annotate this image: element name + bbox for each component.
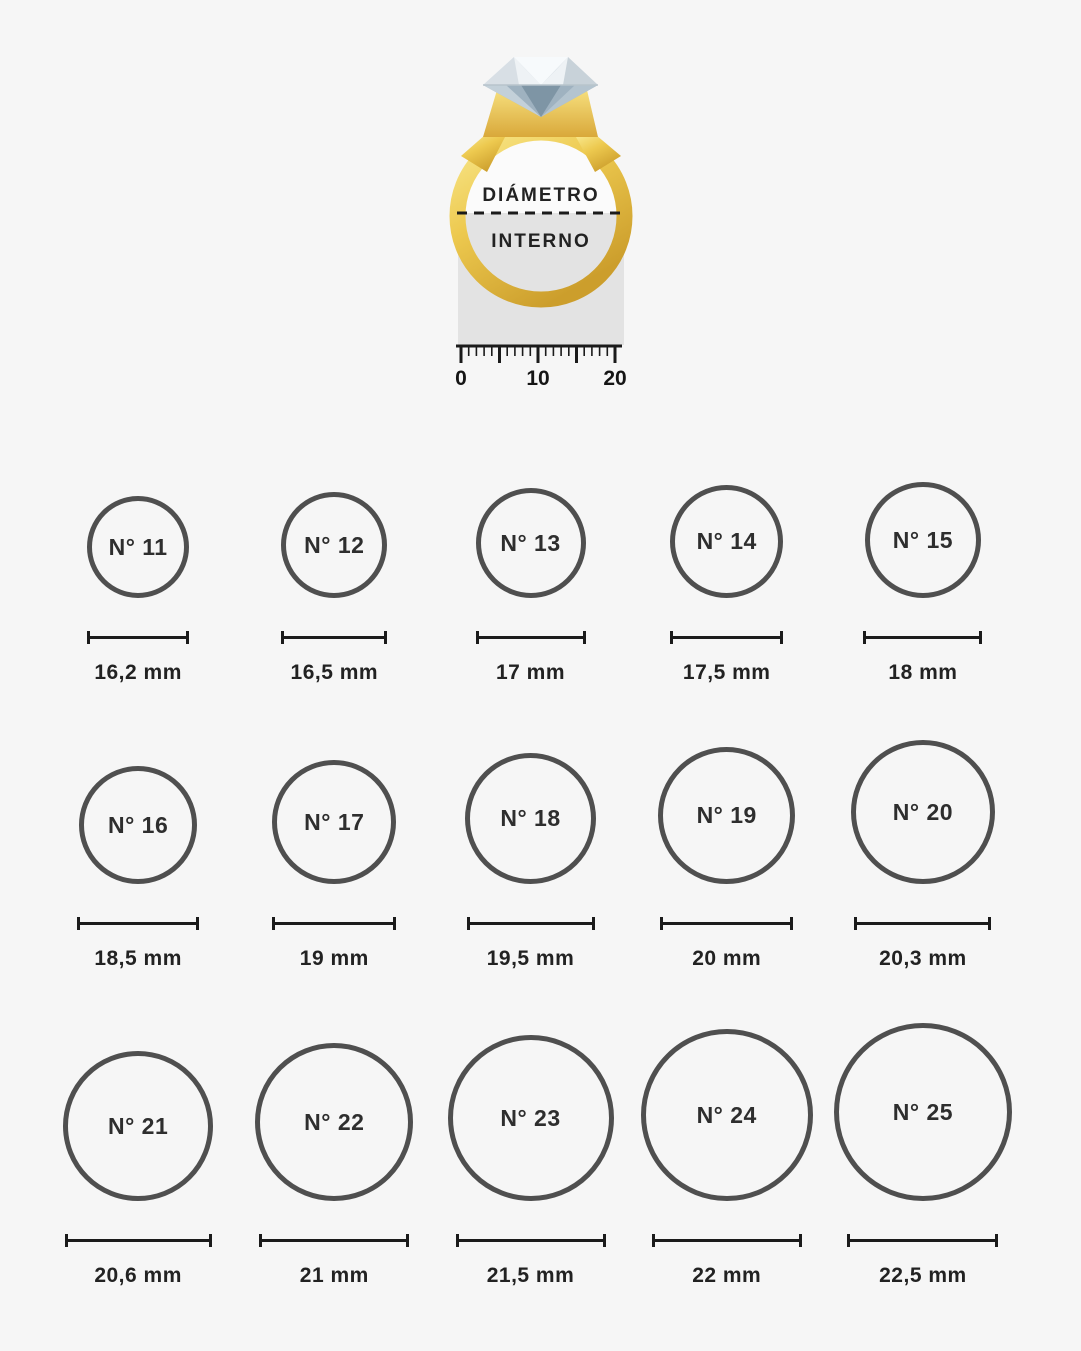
size-number-label: N° 13 bbox=[500, 529, 561, 556]
diameter-value-label: 18 mm bbox=[888, 661, 958, 684]
sizes-grid bbox=[0, 478, 1081, 1289]
diameter-label: DIÁMETRO bbox=[482, 185, 600, 206]
circle-zone bbox=[87, 478, 189, 598]
size-row bbox=[0, 1021, 1081, 1289]
size-cell bbox=[40, 738, 236, 972]
circle-zone bbox=[79, 738, 197, 884]
circle-zone bbox=[448, 1021, 614, 1201]
size-circle bbox=[641, 1029, 813, 1201]
size-cell bbox=[629, 738, 825, 972]
diameter-value-label: 20,3 mm bbox=[879, 947, 967, 970]
size-circle bbox=[658, 747, 795, 884]
diameter-measure-line bbox=[652, 1234, 802, 1247]
size-cell bbox=[432, 738, 628, 972]
circle-zone bbox=[834, 1021, 1012, 1201]
diameter-value-label: 22 mm bbox=[692, 1264, 762, 1287]
ruler-ticks bbox=[461, 346, 615, 363]
circle-zone bbox=[63, 1021, 213, 1201]
diameter-measure-line bbox=[65, 1234, 212, 1247]
size-number-label: N° 20 bbox=[892, 798, 954, 825]
diameter-value-label: 20 mm bbox=[692, 947, 762, 970]
diameter-measure-line bbox=[87, 631, 189, 644]
size-number-label: N° 25 bbox=[892, 1098, 954, 1125]
diameter-value-label: 19,5 mm bbox=[486, 947, 575, 970]
circle-zone bbox=[851, 738, 995, 884]
size-number-label: N° 14 bbox=[696, 528, 757, 554]
diameter-value-label: 16,2 mm bbox=[94, 661, 182, 684]
circle-zone bbox=[255, 1021, 413, 1201]
circle-zone bbox=[658, 738, 795, 884]
ruler bbox=[455, 346, 627, 390]
size-number-label: N° 22 bbox=[304, 1108, 365, 1135]
size-number-label: N° 17 bbox=[304, 808, 365, 835]
size-circle bbox=[851, 740, 995, 884]
size-circle bbox=[448, 1035, 614, 1201]
size-row bbox=[0, 738, 1081, 972]
size-circle bbox=[272, 760, 396, 884]
diameter-measure-line bbox=[660, 917, 793, 930]
size-number-label: N° 16 bbox=[107, 811, 169, 838]
ruler-label-0: 0 bbox=[455, 367, 467, 390]
size-cell bbox=[432, 478, 628, 686]
size-circle bbox=[87, 496, 189, 598]
size-number-label: N° 19 bbox=[696, 802, 757, 828]
diameter-value-label: 18,5 mm bbox=[94, 947, 182, 970]
interno-label: INTERNO bbox=[491, 231, 591, 252]
diameter-value-label: 17,5 mm bbox=[682, 661, 771, 684]
diameter-value-label: 22,5 mm bbox=[879, 1264, 967, 1287]
diameter-measure-line bbox=[854, 917, 991, 930]
size-number-label: N° 21 bbox=[107, 1112, 169, 1139]
size-circle bbox=[281, 492, 387, 598]
circle-zone bbox=[641, 1021, 813, 1201]
size-circle bbox=[670, 485, 783, 598]
size-circle bbox=[476, 488, 586, 598]
size-cell bbox=[236, 1021, 432, 1289]
circle-zone bbox=[670, 478, 783, 598]
size-cell bbox=[40, 478, 236, 686]
size-cell bbox=[825, 1021, 1021, 1289]
diamond-icon bbox=[483, 57, 598, 85]
size-cell bbox=[629, 1021, 825, 1289]
circle-zone bbox=[281, 478, 387, 598]
diameter-value-label: 20,6 mm bbox=[94, 1264, 182, 1287]
size-circle bbox=[865, 482, 981, 598]
diameter-measure-line bbox=[77, 917, 199, 930]
circle-zone bbox=[865, 478, 981, 598]
diameter-measure-line bbox=[281, 631, 387, 644]
diameter-measure-line bbox=[259, 1234, 409, 1247]
diameter-measure-line bbox=[476, 631, 586, 644]
diameter-value-label: 21,5 mm bbox=[486, 1264, 575, 1287]
size-cell bbox=[825, 738, 1021, 972]
size-number-label: N° 24 bbox=[696, 1101, 757, 1128]
ring-diagram-svg bbox=[411, 40, 691, 405]
circle-zone bbox=[272, 738, 396, 884]
size-number-label: N° 11 bbox=[108, 533, 168, 560]
size-number-label: N° 15 bbox=[892, 526, 954, 553]
diameter-value-label: 19 mm bbox=[299, 947, 369, 970]
size-circle bbox=[79, 766, 197, 884]
diameter-value-label: 21 mm bbox=[299, 1264, 369, 1287]
circle-zone bbox=[476, 478, 586, 598]
size-number-label: N° 18 bbox=[500, 805, 561, 831]
ring-illustration bbox=[0, 0, 1081, 400]
ruler-label-20: 20 bbox=[603, 367, 627, 390]
diameter-value-label: 16,5 mm bbox=[290, 661, 379, 684]
circle-zone bbox=[465, 738, 596, 884]
diameter-measure-line bbox=[670, 631, 783, 644]
size-number-label: N° 23 bbox=[500, 1104, 561, 1131]
size-circle bbox=[465, 753, 596, 884]
size-number-label: N° 12 bbox=[304, 531, 365, 558]
size-cell bbox=[236, 738, 432, 972]
diameter-measure-line bbox=[456, 1234, 606, 1247]
diameter-measure-line bbox=[847, 1234, 998, 1247]
size-cell bbox=[236, 478, 432, 686]
size-cell bbox=[40, 1021, 236, 1289]
size-row bbox=[0, 478, 1081, 686]
size-cell bbox=[825, 478, 1021, 686]
size-circle bbox=[255, 1043, 413, 1201]
diameter-measure-line bbox=[272, 917, 396, 930]
size-cell bbox=[432, 1021, 628, 1289]
diameter-measure-line bbox=[863, 631, 982, 644]
diameter-value-label: 17 mm bbox=[495, 661, 566, 684]
size-circle bbox=[63, 1051, 213, 1201]
size-circle bbox=[834, 1023, 1012, 1201]
size-cell bbox=[629, 478, 825, 686]
diameter-measure-line bbox=[467, 917, 595, 930]
ruler-label-10: 10 bbox=[526, 367, 550, 390]
